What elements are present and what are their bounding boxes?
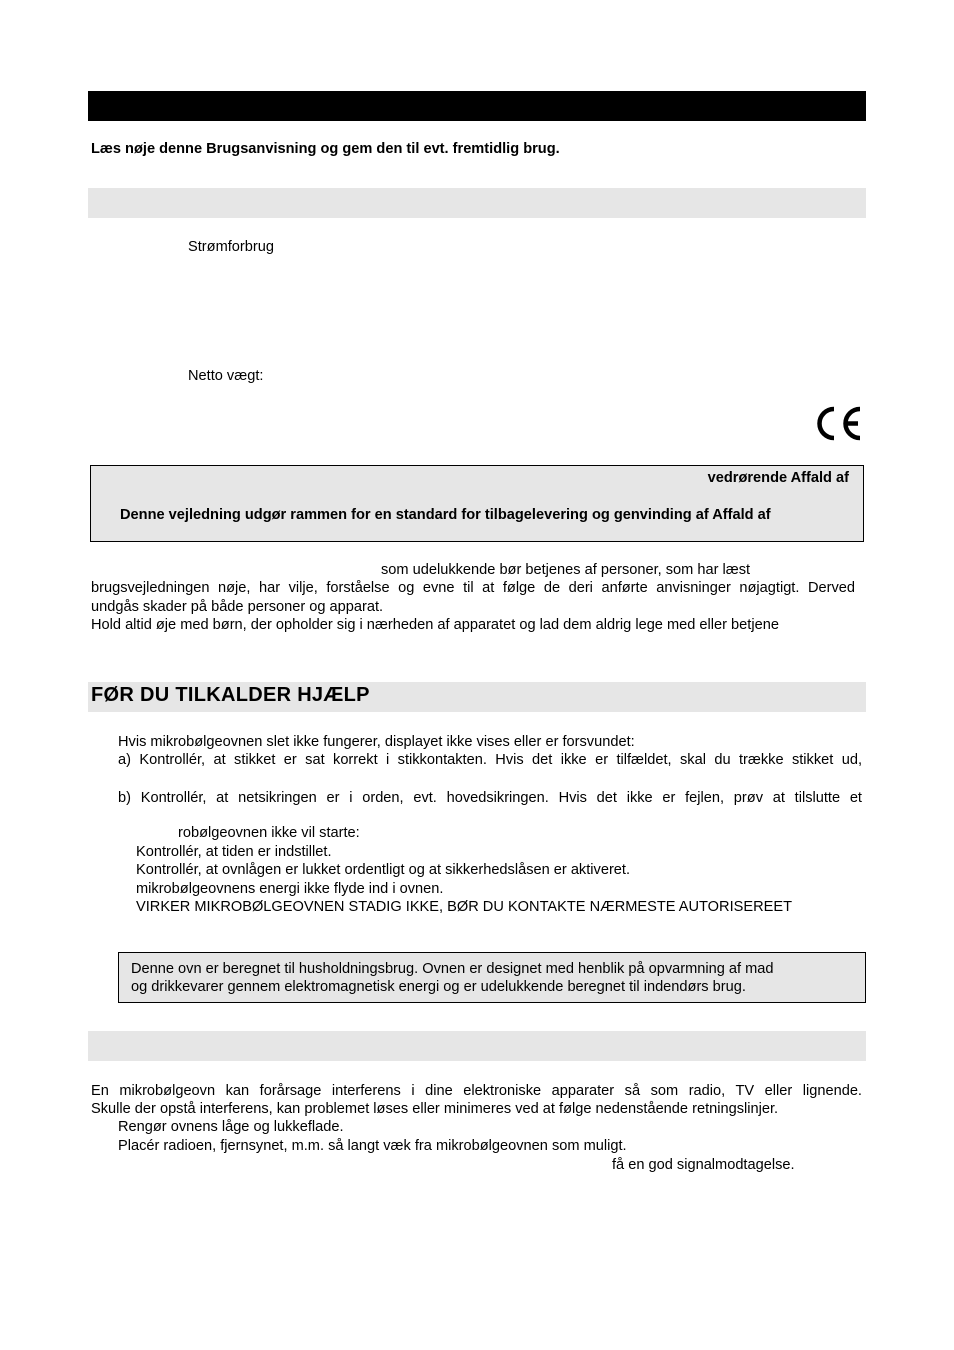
interference-line-1: En mikrobølgeovn kan forårsage interferens i dine elektroniske apparater så som radio, TV eller lignende. — [91, 1083, 862, 1099]
help-item-b: b) Kontrollér, at netsikringen er i orden, evt. hovedsikringen. Hvis det ikke er fejlen, prøv at tilslutte et — [118, 790, 862, 806]
section-bar-interference — [88, 1031, 866, 1061]
help-check-2: Kontrollér, at ovnlågen er lukket ordentligt og at sikkerhedslåsen er aktiveret. — [136, 862, 631, 878]
help-intro: Hvis mikrobølgeovnen slet ikke fungerer, displayet ikke vises eller er forsvundet: — [118, 734, 635, 750]
ce-mark-icon — [815, 403, 865, 445]
interference-line-2: Skulle der opstå interferens, kan problemet løses eller minimeres ved at følge nedenstående retningslinjer. — [91, 1101, 779, 1117]
help-check-1: Kontrollér, at tiden er indstillet. — [136, 844, 332, 860]
usage-line-4: Hold altid øje med børn, der opholder sig i nærheden af apparatet og lad dem aldrig lege med eller betjene — [91, 617, 779, 633]
weee-notice-box — [90, 465, 864, 542]
intro-text: Læs nøje denne Brugsanvisning og gem den til evt. fremtidlig brug. — [91, 141, 560, 157]
section-bar-specs — [88, 188, 866, 218]
weight-label: Netto vægt: — [188, 368, 264, 384]
help-not-start: robølgeovnen ikke vil starte: — [178, 825, 360, 841]
power-label: Strømforbrug — [188, 239, 274, 255]
weee-line-2: Denne vejledning udgør rammen for en standard for tilbagelevering og genvinding af Affald af — [120, 507, 771, 523]
usage-line-3: undgås skader på både personer og apparat. — [91, 599, 384, 615]
help-heading: FØR DU TILKALDER HJÆLP — [91, 684, 370, 706]
interference-item-2: Placér radioen, fjernsynet, m.m. så langt væk fra mikrobølgeovnen som muligt. — [118, 1138, 627, 1154]
household-notice-box — [118, 952, 866, 1003]
household-line-1: Denne ovn er beregnet til husholdningsbrug. Ovnen er designet med henblik på opvarmning af mad — [131, 961, 774, 977]
interference-item-1: Rengør ovnens låge og lukkeflade. — [118, 1119, 344, 1135]
household-line-2: og drikkevarer gennem elektromagnetisk energi og er udelukkende beregnet til indendørs brug. — [131, 979, 746, 995]
header-bar — [88, 91, 866, 121]
usage-line-2: brugsvejledningen nøje, har vilje, forståelse og evne til at følge de deri anførte anvisninger nøjagtigt. Derved — [91, 580, 855, 596]
interference-item-3: få en god signalmodtagelse. — [612, 1157, 795, 1173]
help-still: VIRKER MIKROBØLGEOVNEN STADIG IKKE, BØR DU KONTAKTE NÆRMESTE AUTORISEREET — [136, 899, 793, 915]
weee-line-1: vedrørende Affald af — [707, 470, 849, 486]
help-item-a: a) Kontrollér, at stikket er sat korrekt i stikkontakten. Hvis det ikke er tilfældet, skal du trække stikket ud, — [118, 752, 862, 768]
help-check-3: mikrobølgeovnens energi ikke flyde ind i ovnen. — [136, 881, 444, 897]
usage-line-1: som udelukkende bør betjenes af personer, som har læst — [381, 562, 751, 578]
